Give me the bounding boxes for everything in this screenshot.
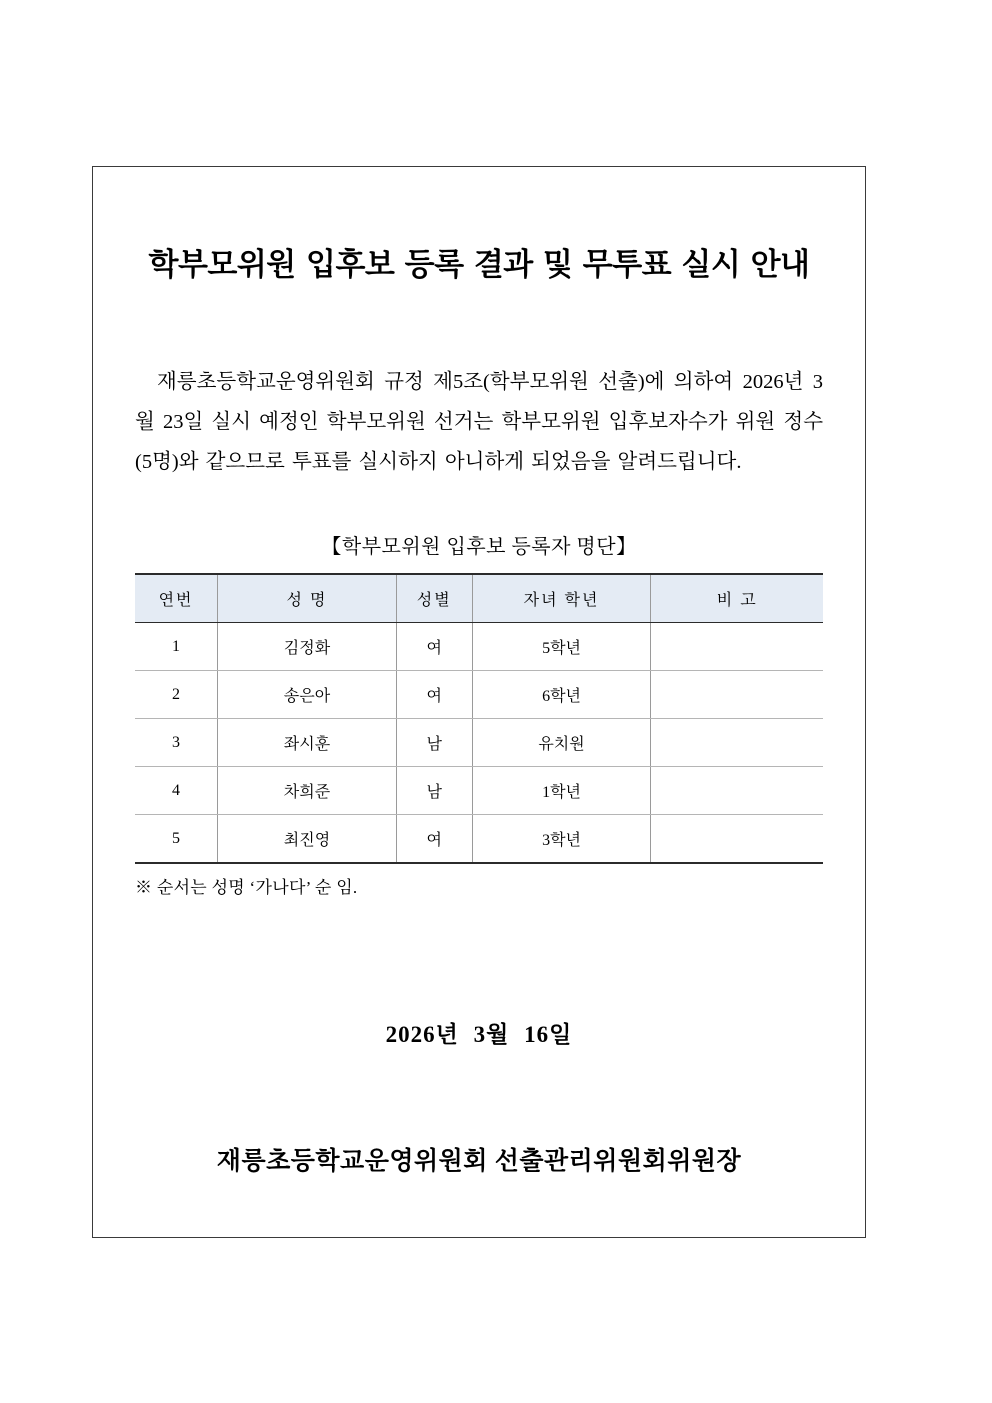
cell-note [651,719,823,767]
cell-note [651,767,823,815]
cell-no: 5 [135,815,218,864]
cell-no: 2 [135,671,218,719]
cell-no: 1 [135,623,218,671]
table-row [135,719,823,767]
cell-sex: 남 [396,767,472,815]
cell-no: 3 [135,719,218,767]
column-header-sex: 성별 [396,574,472,623]
cell-note [651,815,823,864]
document-page [92,166,866,1238]
cell-sex: 여 [396,623,472,671]
cell-no: 4 [135,767,218,815]
column-header-grade: 자녀 학년 [472,574,651,623]
cell-grade: 5학년 [472,623,651,671]
cell-sex: 남 [396,719,472,767]
cell-name: 송은아 [218,671,397,719]
cell-grade: 6학년 [472,671,651,719]
roster-heading: 【학부모위원 입후보 등록자 명단】 [321,536,637,558]
cell-note [651,623,823,671]
issue-date: 2026년 3월 16일 [385,1022,573,1047]
cell-name: 최진영 [218,815,397,864]
column-header-name: 성 명 [218,574,397,623]
column-header-note: 비 고 [651,574,823,623]
cell-sex: 여 [396,815,472,864]
cell-grade: 1학년 [472,767,651,815]
table-row [135,623,823,671]
cell-grade: 유치원 [472,719,651,767]
table-header-row [135,574,823,623]
table-row [135,815,823,864]
page-title: 학부모위원 입후보 등록 결과 및 무투표 실시 안내 [148,247,810,283]
table-row [135,671,823,719]
candidate-roster-table [135,573,823,864]
document-body [93,239,865,1309]
cell-name: 차희준 [218,767,397,815]
cell-grade: 3학년 [472,815,651,864]
cell-name: 김정화 [218,623,397,671]
roster-footnote: ※ 순서는 성명 ‘가나다’ 순 임. [135,878,358,897]
table-row [135,767,823,815]
cell-name: 좌시훈 [218,719,397,767]
issuer-signature: 재릉초등학교운영위원회 선출관리위원회위원장 [216,1148,742,1175]
notice-paragraph: 재릉초등학교운영위원회 규정 제5조(학부모위원 선출)에 의하여 2026년 3월 23일 실시 예정인 학부모위원 선거는 학부모위원 입후보자수가 위원 정수(5명)와 같으므로 투표를 실시하지 아니하게 되었음을 알려드립니다. [135,371,823,473]
cell-sex: 여 [396,671,472,719]
column-header-no: 연번 [135,574,218,623]
cell-note [651,671,823,719]
